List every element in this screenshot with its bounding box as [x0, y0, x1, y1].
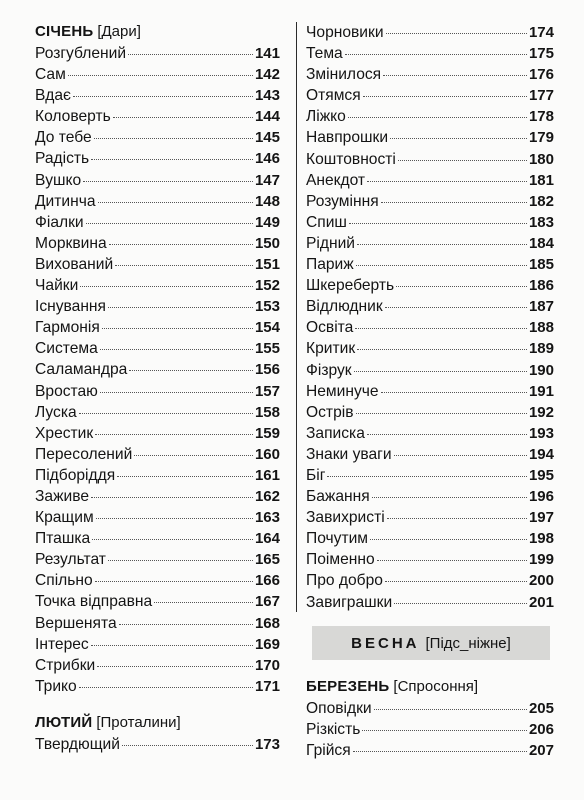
page-number: 193: [528, 424, 554, 442]
entry-title: Фізрук: [306, 361, 352, 379]
dot-leader: [79, 413, 253, 414]
entry-title: Рідний: [306, 234, 355, 252]
dot-leader: [357, 244, 527, 245]
toc-entry: [35, 106, 280, 127]
entry-title: Бажання: [306, 488, 370, 506]
toc-entry: [35, 233, 280, 254]
page-number: 197: [528, 509, 554, 527]
page-number: 183: [528, 213, 554, 231]
entry-title: Підборіддя: [35, 466, 116, 484]
entry-list: [306, 22, 554, 613]
page-number: 155: [254, 340, 280, 358]
dot-leader: [73, 96, 253, 97]
page-number: 182: [528, 192, 554, 210]
page-number: 196: [528, 488, 554, 506]
dot-leader: [92, 539, 253, 540]
dot-leader: [357, 349, 527, 350]
dot-leader: [134, 455, 253, 456]
dot-leader: [80, 286, 253, 287]
toc-entry: [306, 233, 554, 254]
entry-title: Чайки: [35, 277, 79, 295]
toc-entry: [35, 507, 280, 528]
toc-entry: [35, 296, 280, 317]
page-number: 145: [254, 129, 280, 147]
toc-entry: [35, 64, 280, 85]
month-heading: [35, 21, 280, 43]
entry-title: Неминуче: [306, 382, 379, 400]
entry-title: Вершенята: [35, 614, 117, 632]
month-heading: [35, 712, 280, 734]
entry-title: Змінилося: [306, 66, 382, 84]
toc-entry: [306, 486, 554, 507]
dot-leader: [119, 624, 253, 625]
toc-entry: [306, 85, 554, 106]
page-number: 180: [528, 150, 554, 168]
page-number: 192: [528, 403, 554, 421]
entry-title: Результат: [35, 551, 106, 569]
entry-title: Спиш: [306, 213, 347, 231]
toc-entry: [35, 338, 280, 359]
entry-title: Оповідки: [306, 700, 372, 717]
entry-title: Розгублений: [35, 45, 127, 62]
column-divider: [296, 22, 297, 612]
dot-leader: [108, 560, 253, 561]
toc-entry: [35, 85, 280, 106]
entry-title: Завихристі: [306, 509, 385, 527]
toc-entry: [306, 549, 554, 570]
section-march: [306, 676, 554, 761]
entry-title: Вростаю: [35, 382, 98, 400]
toc-entry: [35, 381, 280, 402]
entry-title: Спільно: [35, 572, 93, 590]
toc-entry: [306, 507, 554, 528]
toc-entry: [306, 423, 554, 444]
toc-entry: [306, 592, 554, 613]
dot-leader: [394, 455, 527, 456]
page-number: 173: [254, 736, 280, 753]
page-number: 149: [254, 213, 280, 231]
dot-leader: [374, 709, 527, 710]
dot-leader: [353, 751, 527, 752]
page-number: 154: [254, 319, 280, 337]
entry-title: Ліжко: [306, 108, 346, 126]
entry-title: Навпрошки: [306, 129, 389, 147]
toc-entry: [306, 740, 554, 761]
page-number: 147: [254, 171, 280, 189]
entry-title: Різкість: [306, 721, 361, 739]
entry-title: Твердющий: [35, 736, 120, 753]
page-number: 190: [528, 361, 554, 379]
page-number: 201: [528, 593, 554, 611]
page-number: 162: [254, 487, 280, 505]
entry-list: [306, 698, 554, 761]
dot-leader: [356, 265, 527, 266]
entry-list: [35, 43, 280, 697]
dot-leader: [355, 328, 527, 329]
entry-title: Освіта: [306, 319, 354, 337]
dot-leader: [398, 160, 527, 161]
dot-leader: [115, 265, 253, 266]
dot-leader: [117, 476, 253, 477]
page-number: 174: [528, 24, 554, 41]
toc-entry: [35, 127, 280, 148]
page-number: 184: [528, 234, 554, 252]
toc-entry: [306, 698, 554, 719]
dot-leader: [100, 349, 253, 350]
entry-title: Вушко: [35, 171, 82, 189]
entry-title: Кращим: [35, 509, 94, 527]
toc-entry: [35, 528, 280, 549]
toc-entry: [306, 149, 554, 170]
entry-title: Критик: [306, 340, 356, 358]
page-number: 148: [254, 192, 280, 210]
entry-title: Трико: [35, 677, 77, 695]
page-number: 195: [528, 466, 554, 484]
entry-title: Записка: [306, 424, 365, 442]
entry-title: Коштовності: [306, 150, 396, 168]
toc-entry: [306, 296, 554, 317]
dot-leader: [102, 328, 253, 329]
page-number: 144: [254, 108, 280, 126]
page-number: 181: [528, 171, 554, 189]
page-number: 150: [254, 234, 280, 252]
dot-leader: [385, 307, 527, 308]
entry-title: Отямся: [306, 87, 361, 105]
toc-entry: [306, 719, 554, 740]
dot-leader: [356, 413, 527, 414]
dot-leader: [129, 370, 253, 371]
season-name: ВЕСНА: [351, 634, 420, 652]
dot-leader: [381, 202, 527, 203]
page-number: 206: [528, 721, 554, 739]
entry-title: Поіменно: [306, 551, 375, 569]
page-number: 165: [254, 551, 280, 569]
entry-title: Грійся: [306, 742, 351, 760]
dot-leader: [98, 202, 253, 203]
toc-entry: [306, 381, 554, 402]
entry-title: Тема: [306, 45, 343, 63]
dot-leader: [113, 117, 253, 118]
toc-entry: [306, 570, 554, 591]
toc-entry: [35, 655, 280, 676]
dot-leader: [91, 497, 253, 498]
entry-title: Хрестик: [35, 424, 94, 442]
page-number: 159: [254, 424, 280, 442]
toc-entry: [35, 317, 280, 338]
dot-leader: [372, 497, 527, 498]
dot-leader: [345, 54, 527, 55]
entry-title: Париж: [306, 256, 354, 274]
entry-title: Дитинча: [35, 192, 96, 210]
month-subtitle: [Дари]: [97, 23, 141, 40]
toc-entry: [35, 634, 280, 655]
entry-title: Про добро: [306, 572, 383, 590]
page-number: 177: [528, 87, 554, 105]
page-number: 160: [254, 445, 280, 463]
entry-title: Фіалки: [35, 213, 84, 231]
page-number: 158: [254, 403, 280, 421]
dot-leader: [95, 434, 253, 435]
page-number: 168: [254, 614, 280, 632]
page-number: 205: [528, 700, 554, 717]
page-number: 199: [528, 551, 554, 569]
page-number: 143: [254, 87, 280, 105]
month-heading: [306, 676, 554, 698]
page-number: 188: [528, 319, 554, 337]
dot-leader: [122, 745, 253, 746]
dot-leader: [95, 581, 253, 582]
toc-entry: [306, 254, 554, 275]
entry-title: Точка відправна: [35, 593, 153, 611]
dot-leader: [109, 244, 253, 245]
page-number: 198: [528, 530, 554, 548]
entry-list: [35, 734, 280, 755]
entry-title: Інтерес: [35, 635, 89, 653]
entry-title: Саламандра: [35, 361, 128, 379]
page-number: 157: [254, 382, 280, 400]
entry-title: Система: [35, 340, 98, 358]
toc-entry: [306, 465, 554, 486]
entry-title: Завиграшки: [306, 593, 393, 611]
page-number: 171: [254, 677, 280, 695]
toc-entry: [35, 734, 280, 755]
dot-leader: [83, 181, 253, 182]
entry-title: Вдає: [35, 87, 71, 105]
toc-entry: [35, 212, 280, 233]
dot-leader: [354, 371, 527, 372]
entry-title: До тебе: [35, 129, 92, 147]
page-number: 156: [254, 361, 280, 379]
dot-leader: [367, 434, 527, 435]
toc-entry: [35, 148, 280, 169]
section-february-continued: [306, 22, 554, 613]
page-number: 151: [254, 255, 280, 273]
page-number: 185: [528, 256, 554, 274]
month-name: СІЧЕНЬ: [35, 23, 94, 40]
toc-entry: [35, 275, 280, 296]
page-number: 170: [254, 656, 280, 674]
page-number: 153: [254, 298, 280, 316]
entry-title: Біг: [306, 466, 326, 484]
page-number: 152: [254, 277, 280, 295]
entry-title: Знаки уваги: [306, 445, 392, 463]
toc-entry: [306, 317, 554, 338]
entry-title: Існування: [35, 298, 106, 316]
toc-entry: [35, 676, 280, 697]
entry-title: Почутим: [306, 530, 369, 548]
dot-leader: [348, 117, 527, 118]
page-number: 189: [528, 340, 554, 358]
toc-entry: [306, 338, 554, 359]
toc-entry: [35, 43, 280, 64]
dot-leader: [154, 602, 253, 603]
toc-entry: [306, 212, 554, 233]
season-subtitle: [Підс_ніжне]: [425, 634, 511, 652]
toc-entry: [35, 465, 280, 486]
dot-leader: [381, 392, 527, 393]
page-number: 179: [528, 129, 554, 147]
page-number: 146: [254, 150, 280, 168]
dot-leader: [128, 54, 253, 55]
dot-leader: [100, 392, 253, 393]
entry-title: Коловерть: [35, 108, 111, 126]
page-number: 186: [528, 277, 554, 295]
entry-title: Чорновики: [306, 24, 384, 41]
toc-entry: [35, 549, 280, 570]
dot-leader: [367, 181, 527, 182]
entry-title: Радість: [35, 150, 90, 168]
toc-entry: [35, 570, 280, 591]
page-number: 200: [528, 572, 554, 590]
toc-entry: [306, 191, 554, 212]
entry-title: Пташка: [35, 530, 91, 548]
entry-title: Вихований: [35, 255, 114, 273]
dot-leader: [96, 518, 253, 519]
page-number: 164: [254, 530, 280, 548]
page-number: 176: [528, 66, 554, 84]
dot-leader: [79, 687, 253, 688]
dot-leader: [327, 476, 527, 477]
toc-entry: [306, 170, 554, 191]
entry-title: Відлюдник: [306, 298, 383, 316]
dot-leader: [390, 138, 527, 139]
entry-title: Стрибки: [35, 656, 96, 674]
entry-title: Заживе: [35, 487, 90, 505]
dot-leader: [383, 75, 527, 76]
toc-entry: [306, 275, 554, 296]
page-number: 191: [528, 382, 554, 400]
month-name: БЕРЕЗЕНЬ: [306, 678, 390, 695]
page-number: 207: [528, 742, 554, 760]
entry-title: Луска: [35, 403, 77, 421]
toc-entry: [35, 359, 280, 380]
toc-entry: [306, 528, 554, 549]
toc-entry: [306, 444, 554, 465]
dot-leader: [363, 96, 527, 97]
entry-title: Морквина: [35, 234, 107, 252]
entry-title: Розуміння: [306, 192, 379, 210]
toc-entry: [306, 22, 554, 43]
dot-leader: [91, 159, 253, 160]
toc-entry: [35, 170, 280, 191]
month-name: ЛЮТИЙ: [35, 714, 93, 731]
page-number: 163: [254, 509, 280, 527]
dot-leader: [377, 560, 527, 561]
dot-leader: [394, 603, 527, 604]
toc-entry: [306, 64, 554, 85]
entry-title: Пересолений: [35, 445, 133, 463]
section-february: [35, 712, 280, 755]
page-number: 161: [254, 466, 280, 484]
section-january: [35, 21, 280, 697]
page-number: 187: [528, 298, 554, 316]
dot-leader: [68, 75, 253, 76]
toc-entry: [35, 591, 280, 612]
page-number: 178: [528, 108, 554, 126]
toc-entry: [306, 402, 554, 423]
page-number: 166: [254, 572, 280, 590]
entry-title: Шкереберть: [306, 277, 395, 295]
toc-entry: [35, 486, 280, 507]
entry-title: Гармонія: [35, 319, 100, 337]
dot-leader: [97, 666, 253, 667]
dot-leader: [91, 645, 253, 646]
toc-entry: [306, 360, 554, 381]
season-banner: [312, 626, 550, 660]
dot-leader: [349, 223, 527, 224]
toc-entry: [35, 613, 280, 634]
dot-leader: [94, 138, 253, 139]
dot-leader: [86, 223, 253, 224]
page-number: 175: [528, 45, 554, 63]
dot-leader: [386, 33, 527, 34]
entry-title: Анекдот: [306, 171, 366, 189]
month-subtitle: [Проталини]: [96, 714, 181, 731]
dot-leader: [396, 286, 527, 287]
toc-entry: [35, 402, 280, 423]
entry-title: Сам: [35, 66, 66, 84]
page-number: 142: [254, 66, 280, 84]
toc-entry: [35, 191, 280, 212]
dot-leader: [362, 730, 527, 731]
month-subtitle: [Спросоння]: [393, 678, 479, 695]
toc-entry: [306, 127, 554, 148]
toc-entry: [306, 106, 554, 127]
dot-leader: [370, 539, 527, 540]
toc-entry: [35, 444, 280, 465]
page-number: 169: [254, 635, 280, 653]
toc-entry: [35, 423, 280, 444]
toc-entry: [35, 254, 280, 275]
page-number: 141: [254, 45, 280, 62]
page-number: 194: [528, 445, 554, 463]
dot-leader: [108, 307, 253, 308]
toc-entry: [306, 43, 554, 64]
entry-title: Острів: [306, 403, 354, 421]
dot-leader: [385, 581, 527, 582]
dot-leader: [387, 518, 527, 519]
page-number: 167: [254, 593, 280, 611]
